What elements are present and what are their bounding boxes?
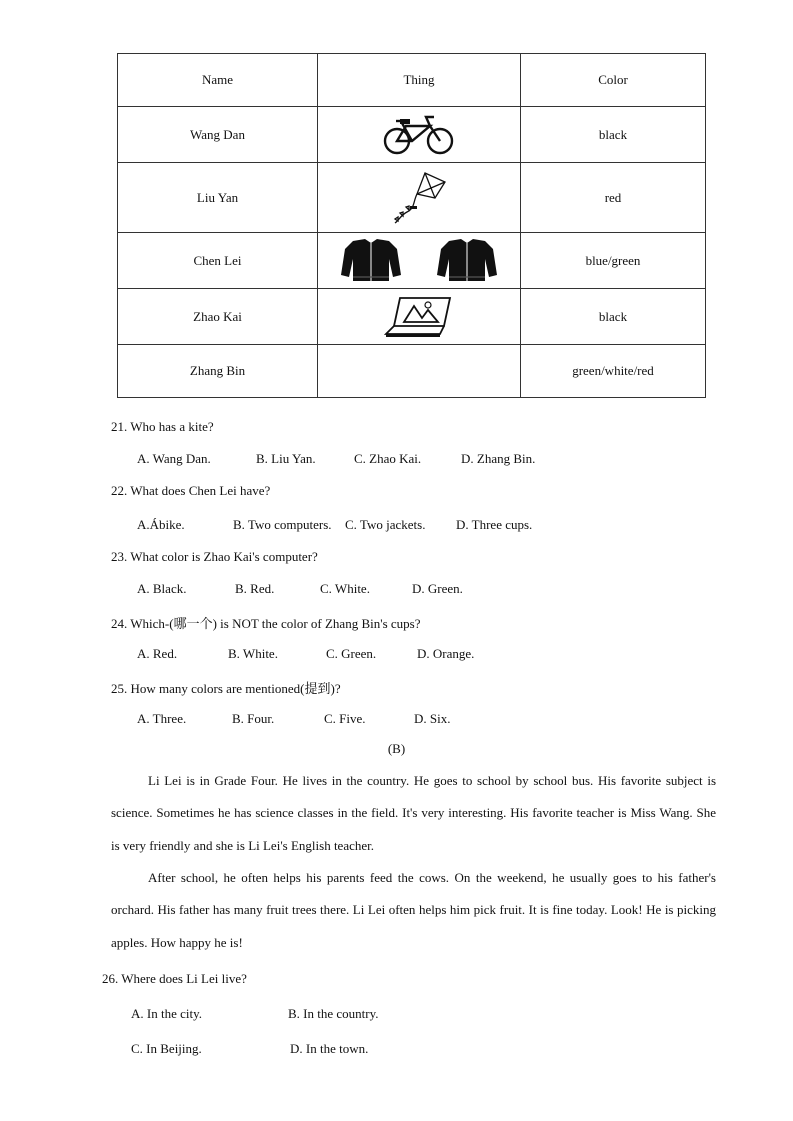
header-color: Color [521,54,706,107]
table-row [118,345,706,398]
row-color: blue/green [521,233,706,289]
option-d[interactable]: D. Orange. [417,646,475,661]
table-row [118,107,706,163]
row-name: Zhang Bin [118,345,318,398]
option-c[interactable]: C. Five. [324,711,366,726]
row-name: Chen Lei [118,233,318,289]
info-table [117,53,706,398]
table-row [118,163,706,233]
passage-paragraph-2: After school, he often helps his parents feed the cows. On the weekend, he usually goes to his father's orchard. His father has many fruit trees there. Li Lei often helps him pick fruit. It is fine today. Look! He is picking apples. How happy he is! [111,870,716,950]
row-thing [318,233,521,289]
row-thing [318,289,521,345]
passage-paragraph-1: Li Lei is in Grade Four. He lives in the country. He goes to school by school bus. His favorite subject is science. Sometimes he has science classes in the field. It's very interesting. His favorite teacher is Miss Wang. She is very friendly and she is Li Lei's English teacher. [111,773,716,853]
laptop-icon [384,296,454,338]
row-color: red [521,163,706,233]
option-b[interactable]: B. Red. [235,581,275,596]
row-color: green/white/red [521,345,706,398]
row-color: black [521,289,706,345]
option-d[interactable]: D. Three cups. [456,517,533,532]
option-b[interactable]: B. Liu Yan. [256,451,316,466]
option-c[interactable]: C. Two jackets. [345,517,426,532]
table-header-row [118,54,706,107]
option-b[interactable]: B. White. [228,646,278,661]
option-a[interactable]: A.Ábike. [137,517,185,532]
header-thing: Thing [318,54,521,107]
question-24: 24. Which-(哪一个) is NOT the color of Zhang Bin's cups? [111,616,421,631]
option-c[interactable]: C. Zhao Kai. [354,451,422,466]
option-a[interactable]: A. Wang Dan. [137,451,211,466]
row-thing-empty [318,345,521,398]
option-d[interactable]: D. Six. [414,711,451,726]
question-25: 25. How many colors are mentioned(提到)? [111,681,341,696]
option-c[interactable]: C. Green. [326,646,377,661]
bike-icon [382,113,456,157]
option-a[interactable]: A. Three. [137,711,187,726]
question-23: 23. What color is Zhao Kai's computer? [111,549,318,564]
row-color: black [521,107,706,163]
question-22: 22. What does Chen Lei have? [111,483,271,498]
jacket-icon [437,239,497,281]
option-b[interactable]: B. Four. [232,711,275,726]
option-b[interactable]: B. Two computers. [233,517,332,532]
option-d[interactable]: D. Zhang Bin. [461,451,536,466]
question-26: 26. Where does Li Lei live? [102,971,247,986]
row-name: Wang Dan [118,107,318,163]
option-a[interactable]: A. Red. [137,646,178,661]
row-name: Zhao Kai [118,289,318,345]
header-name: Name [118,54,318,107]
kite-icon [389,170,449,226]
option-c[interactable]: C. In Beijing. [131,1041,202,1056]
option-d[interactable]: D. Green. [412,581,463,596]
option-b[interactable]: B. In the country. [288,1006,379,1021]
table-row [118,289,706,345]
option-a[interactable]: A. Black. [137,581,187,596]
option-a[interactable]: A. In the city. [131,1006,202,1021]
row-name: Liu Yan [118,163,318,233]
option-d[interactable]: D. In the town. [290,1041,369,1056]
table-row [118,233,706,289]
row-thing [318,107,521,163]
row-thing [318,163,521,233]
question-21: 21. Who has a kite? [111,419,214,434]
option-c[interactable]: C. White. [320,581,370,596]
jacket-icon [341,239,401,281]
jackets-graphic [339,237,499,285]
section-b-label: (B) [387,741,406,756]
